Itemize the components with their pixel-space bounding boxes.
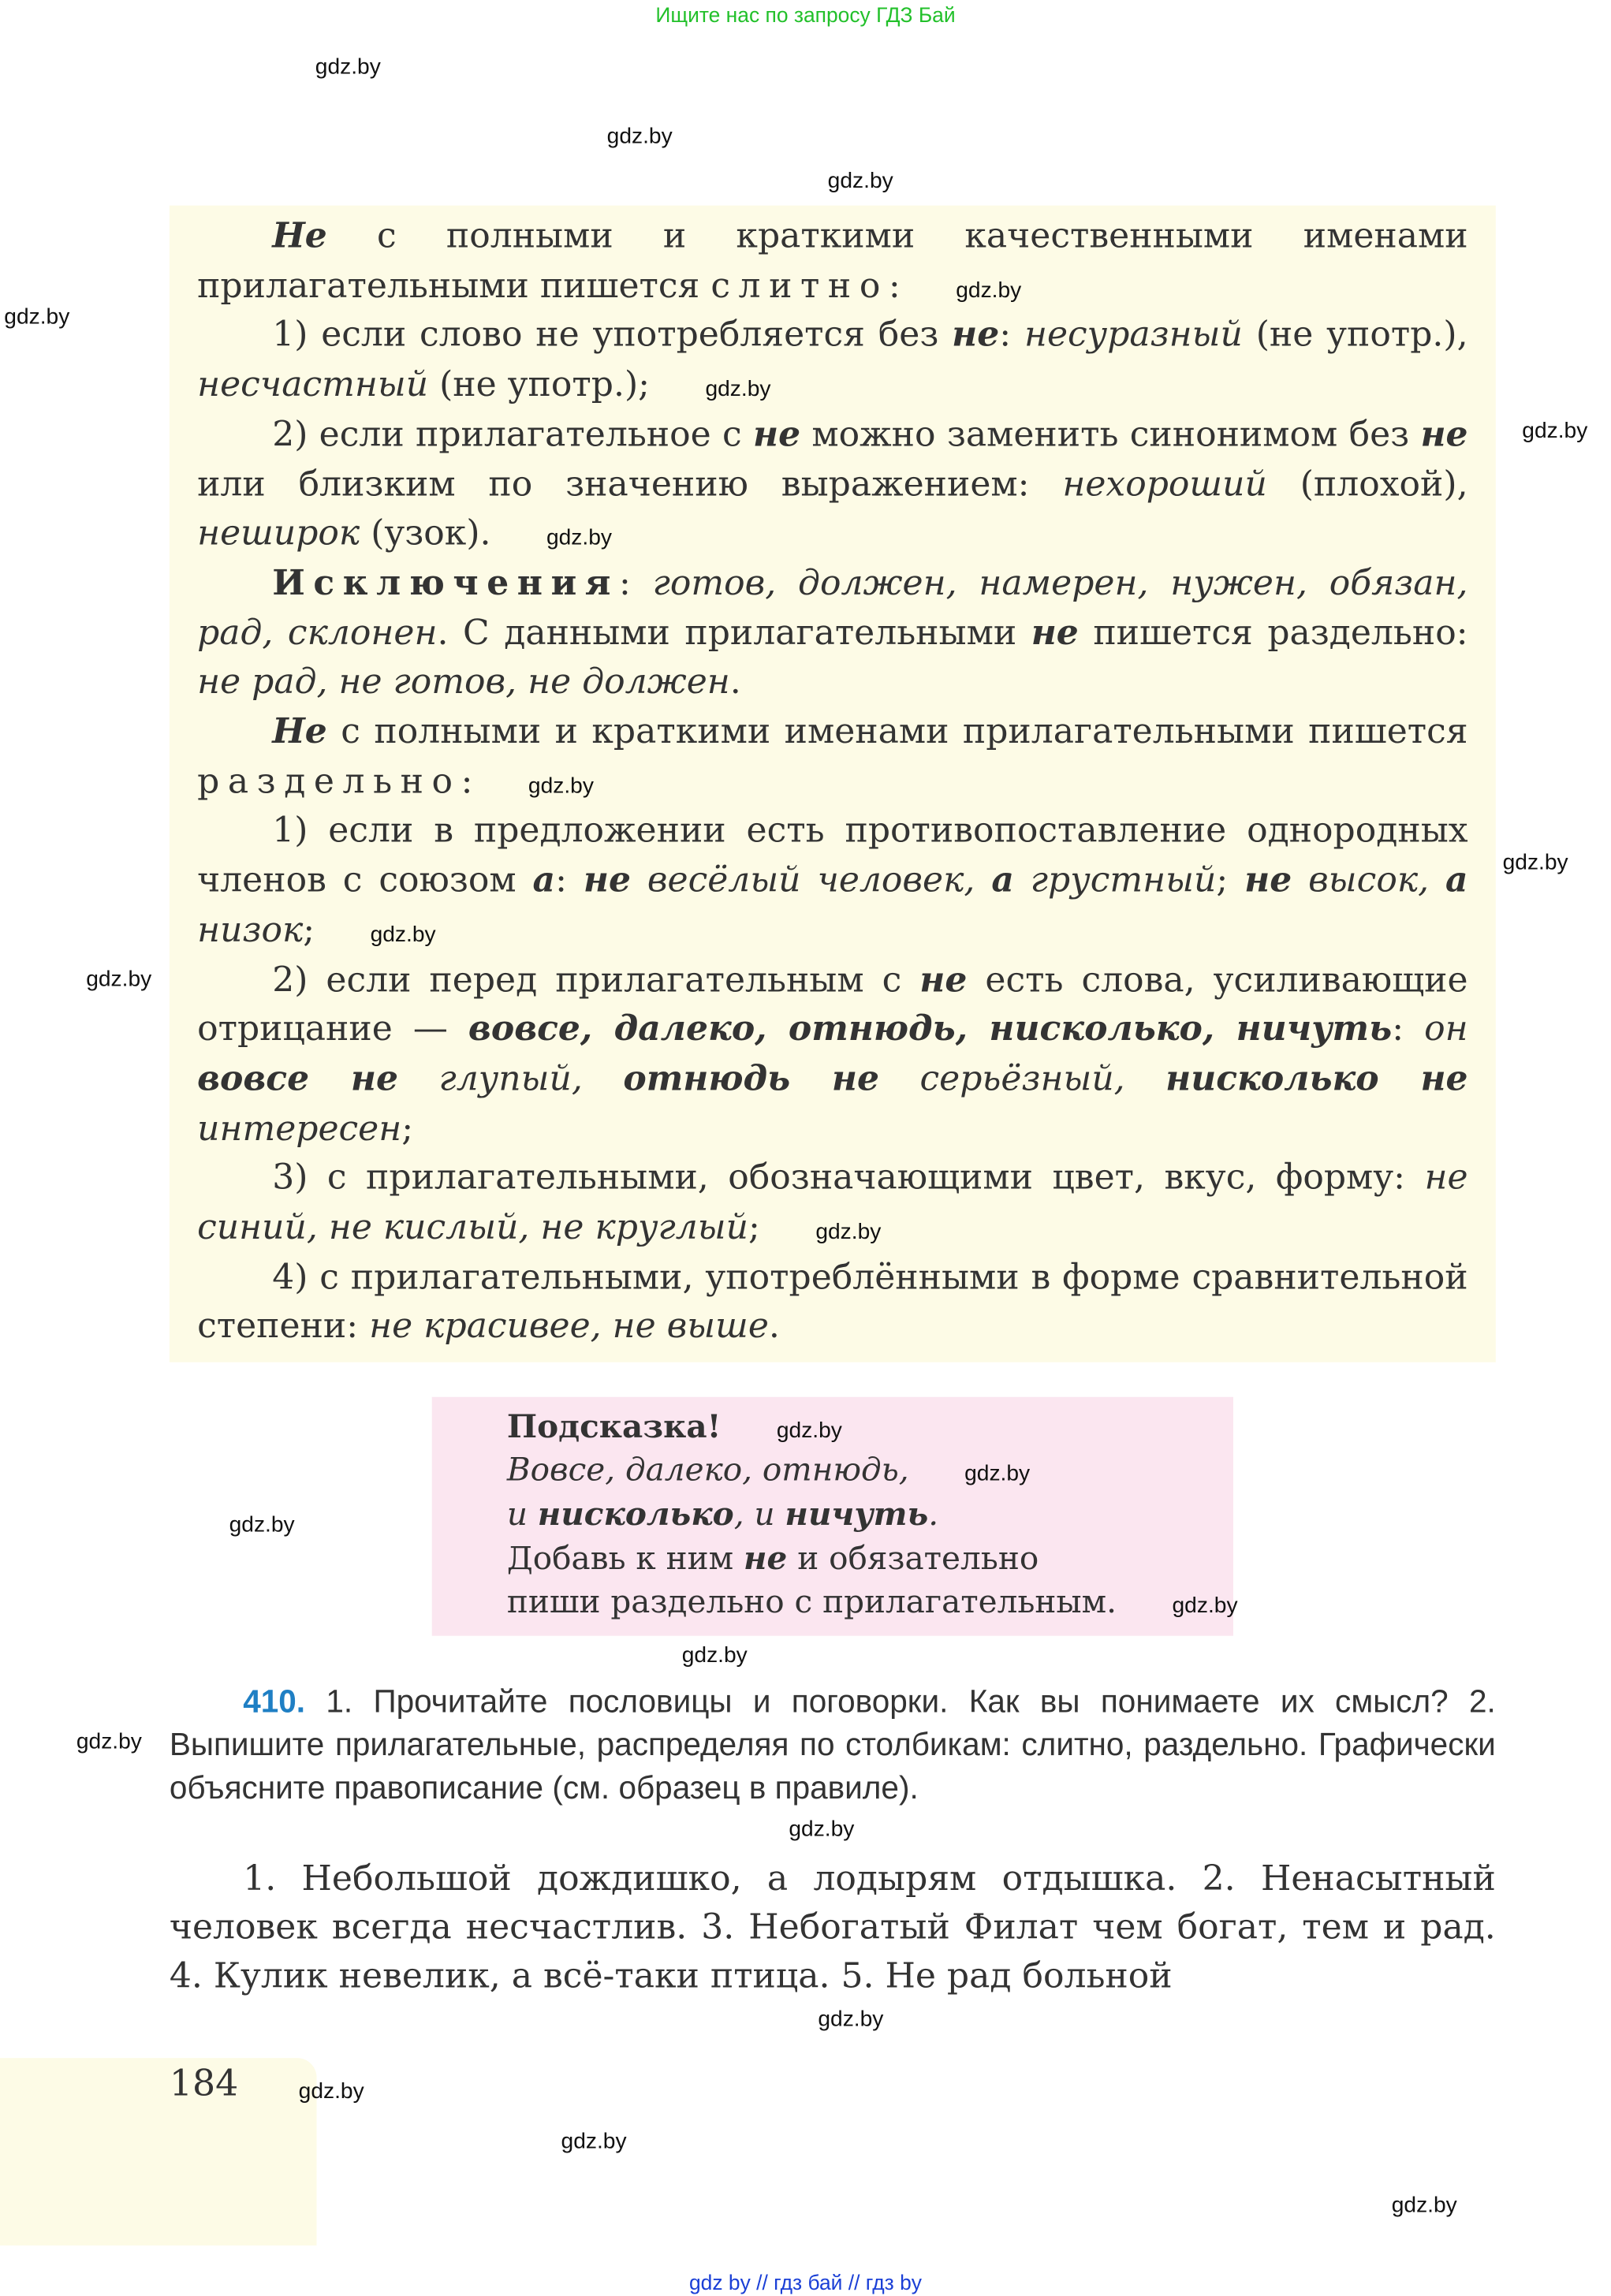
watermark: gdz.by: [4, 305, 70, 330]
example-text: неширок: [197, 512, 360, 554]
emphasis-text: не: [744, 1540, 788, 1578]
text-segment: 2) если прилагательное с: [272, 413, 753, 454]
hint-section: [229, 1397, 1238, 1636]
rule-paragraph: [197, 409, 1467, 558]
watermark: gdz.by: [956, 278, 1022, 303]
example-text: грустный: [1013, 859, 1217, 900]
text-segment: :: [999, 314, 1024, 355]
text-segment: ;: [303, 909, 315, 950]
text-segment: или близким по значению выражением:: [197, 463, 1063, 504]
text-segment: с полными и краткими именами прилагательными пишется: [326, 710, 1468, 751]
example-text: не рад, не готов, не должен: [197, 661, 730, 702]
spacer: [0, 2000, 1611, 2044]
watermark: gdz.by: [528, 774, 594, 799]
rule-paragraph: [197, 955, 1467, 1154]
watermark: gdz.by: [370, 922, 436, 947]
text-segment: пишется раздельно:: [1078, 612, 1468, 653]
hint-box: [432, 1397, 1238, 1636]
text-segment: :: [618, 562, 653, 603]
page-corner: [0, 2058, 317, 2246]
text-segment: с полными и краткими качественными именами прилагательными пишется: [197, 214, 1468, 305]
exercise-task: [76, 1680, 1496, 1810]
watermark: gdz.by: [1172, 1594, 1238, 1619]
example-text: нехороший: [1062, 463, 1267, 504]
example-text: не синий, не кислый, не круглый: [197, 1157, 1468, 1247]
text-segment: и обязательно: [787, 1541, 1039, 1578]
text-segment: :: [1392, 1008, 1425, 1049]
watermark: gdz.by: [229, 1514, 295, 1538]
emphasis-text: не: [1420, 413, 1468, 454]
text-segment: пиши раздельно с прилагательным.: [506, 1584, 1117, 1621]
emphasis-text: не: [752, 413, 801, 454]
text-segment: :: [461, 760, 473, 801]
watermark: gdz.by: [1502, 851, 1568, 875]
text-segment: раздельно: [197, 760, 461, 801]
page-content: [0, 206, 1611, 2296]
watermark: gdz.by: [827, 169, 893, 193]
example-text: высок,: [1292, 859, 1446, 900]
text-segment: 2) если перед прилагательным с: [272, 959, 920, 1000]
watermark: gdz.by: [298, 2080, 364, 2104]
rule-paragraph: [197, 310, 1467, 409]
emphasis-text: нисколько не: [1165, 1057, 1468, 1099]
rule-paragraph: [197, 806, 1467, 955]
text-segment: ;: [401, 1107, 414, 1148]
text-segment: Исключения: [272, 562, 619, 603]
watermark: gdz.by: [815, 1221, 882, 1245]
example-text: серьёзный,: [879, 1057, 1166, 1099]
watermark: gdz.by: [76, 1730, 142, 1754]
rule-paragraph: [197, 1252, 1467, 1351]
text-segment: ;: [748, 1206, 760, 1247]
text-segment: (не употр.),: [1242, 314, 1468, 355]
example-text: низок: [197, 909, 304, 950]
page-bottom: [0, 2044, 1611, 2267]
text-segment: 1) если слово не употребляется без: [272, 314, 953, 355]
exercise-text: 1. Небольшой дождишко, а лодырям отдышка. 2. Ненасытный человек всегда несчастлив. 3. Небогатый Филат чем богат, тем и рад. 4. Кулик невелик, а всё-таки птица. 5. Не рад больной: [169, 1858, 1496, 1996]
text-segment: .: [729, 661, 741, 702]
emphasis-text: не: [919, 959, 968, 1000]
rule-paragraph: [197, 558, 1467, 707]
example-text: несчастный: [197, 363, 429, 404]
emphasis-text: а: [1445, 859, 1468, 900]
watermark: gdz.by: [964, 1462, 1031, 1486]
text-segment: . С данными прилагательными: [437, 612, 1031, 653]
emphasis-text: вовсе, далеко, отнюдь, нисколько, ничуть: [468, 1008, 1393, 1049]
watermark: gdz.by: [86, 967, 152, 992]
hint-title-line: [507, 1406, 1219, 1450]
example-text: готов, должен, намерен, нужен, обязан, рад, склонен: [197, 562, 1468, 653]
watermark: gdz.by: [681, 1644, 748, 1668]
example-text: интересен: [197, 1107, 402, 1148]
emphasis-text: Не: [272, 710, 327, 751]
example-text: .: [928, 1496, 939, 1534]
hint-text: [506, 1406, 1238, 1625]
emphasis-text: не: [1031, 612, 1079, 653]
watermark: gdz.by: [818, 2007, 884, 2032]
emphasis-text: а: [532, 859, 556, 900]
footer-links[interactable]: gdz by // гдз бай // гдз by: [688, 2272, 923, 2296]
rule-paragraph: [197, 211, 1467, 311]
watermark: gdz.by: [789, 1817, 855, 1842]
hint-line: [507, 1538, 1219, 1582]
page-number: 184: [169, 2063, 239, 2106]
watermark: gdz.by: [1522, 419, 1588, 443]
text-segment: (узок).: [360, 512, 491, 554]
text-segment: 4) с прилагательными, употреблёнными в форме сравнительной степени:: [197, 1256, 1468, 1347]
watermark: gdz.by: [561, 2130, 627, 2154]
emphasis-text: не: [1244, 859, 1292, 900]
example-text: не красивее, не выше: [369, 1306, 769, 1347]
emphasis-text: а: [991, 859, 1014, 900]
text-segment: Добавь к ним: [506, 1541, 744, 1578]
emphasis-text: вовсе не: [197, 1057, 399, 1099]
emphasis-text: не: [952, 314, 1000, 355]
example-text: он: [1424, 1008, 1468, 1049]
example-text: несуразный: [1024, 314, 1243, 355]
emphasis-text: нисколько: [537, 1496, 734, 1534]
exercise-instructions: 1. Прочитайте пословицы и поговорки. Как вы понимаете их смысл? 2. Выпишите прилагательные, распределяя по столбикам: слитно, раздельно. Графически объясните правописание (см. образец в правиле).: [169, 1683, 1496, 1806]
spacer: [0, 1810, 1611, 1854]
rule-box: [4, 206, 1588, 1362]
exercise-number: 410.: [243, 1683, 306, 1720]
example-text: Вовсе, далеко, отнюдь,: [506, 1452, 909, 1489]
watermark: gdz.by: [705, 378, 771, 402]
text-segment: 1) если в предложении есть противопоставление однородных членов с союзом: [197, 810, 1468, 900]
hint-line: [506, 1582, 1238, 1625]
watermark: gdz.by: [315, 55, 381, 80]
spacer: [0, 1636, 1611, 1680]
text-segment: :: [888, 264, 901, 305]
emphasis-text: ничуть: [785, 1496, 929, 1534]
text-segment: (не употр.);: [428, 363, 650, 404]
text-segment: слитно: [710, 264, 889, 305]
rule-paragraph: [197, 707, 1467, 807]
watermark: gdz.by: [1391, 2194, 1457, 2218]
rule-text: [197, 211, 1467, 1351]
text-segment: 3) с прилагательными, обозначающими цвет, вкус, форму:: [272, 1157, 1425, 1198]
watermark: gdz.by: [606, 125, 673, 149]
emphasis-text: не: [583, 859, 631, 900]
text-segment: :: [555, 859, 584, 900]
text-segment: ;: [1216, 859, 1245, 900]
example-text: и: [506, 1496, 538, 1534]
text-segment: .: [768, 1306, 780, 1347]
rule-paragraph: [197, 1153, 1467, 1252]
emphasis-text: отнюдь не: [623, 1057, 880, 1099]
example-text: глупый,: [398, 1057, 624, 1099]
example-text: , и: [733, 1496, 785, 1534]
emphasis-text: Не: [272, 214, 327, 256]
hint-line: [507, 1450, 1219, 1493]
watermark: gdz.by: [776, 1419, 842, 1444]
hint-title: Подсказка!: [506, 1408, 722, 1446]
text-segment: можно заменить синонимом без: [800, 413, 1421, 454]
top-banner[interactable]: Ищите нас по запросу ГДЗ Бай: [655, 4, 956, 28]
watermark: gdz.by: [546, 526, 612, 550]
text-segment: (плохой),: [1266, 463, 1468, 504]
hint-line: [507, 1493, 1219, 1538]
text-segment: есть слова, усиливающие отрицание —: [197, 959, 1468, 1049]
example-text: весёлый человек,: [630, 859, 992, 900]
